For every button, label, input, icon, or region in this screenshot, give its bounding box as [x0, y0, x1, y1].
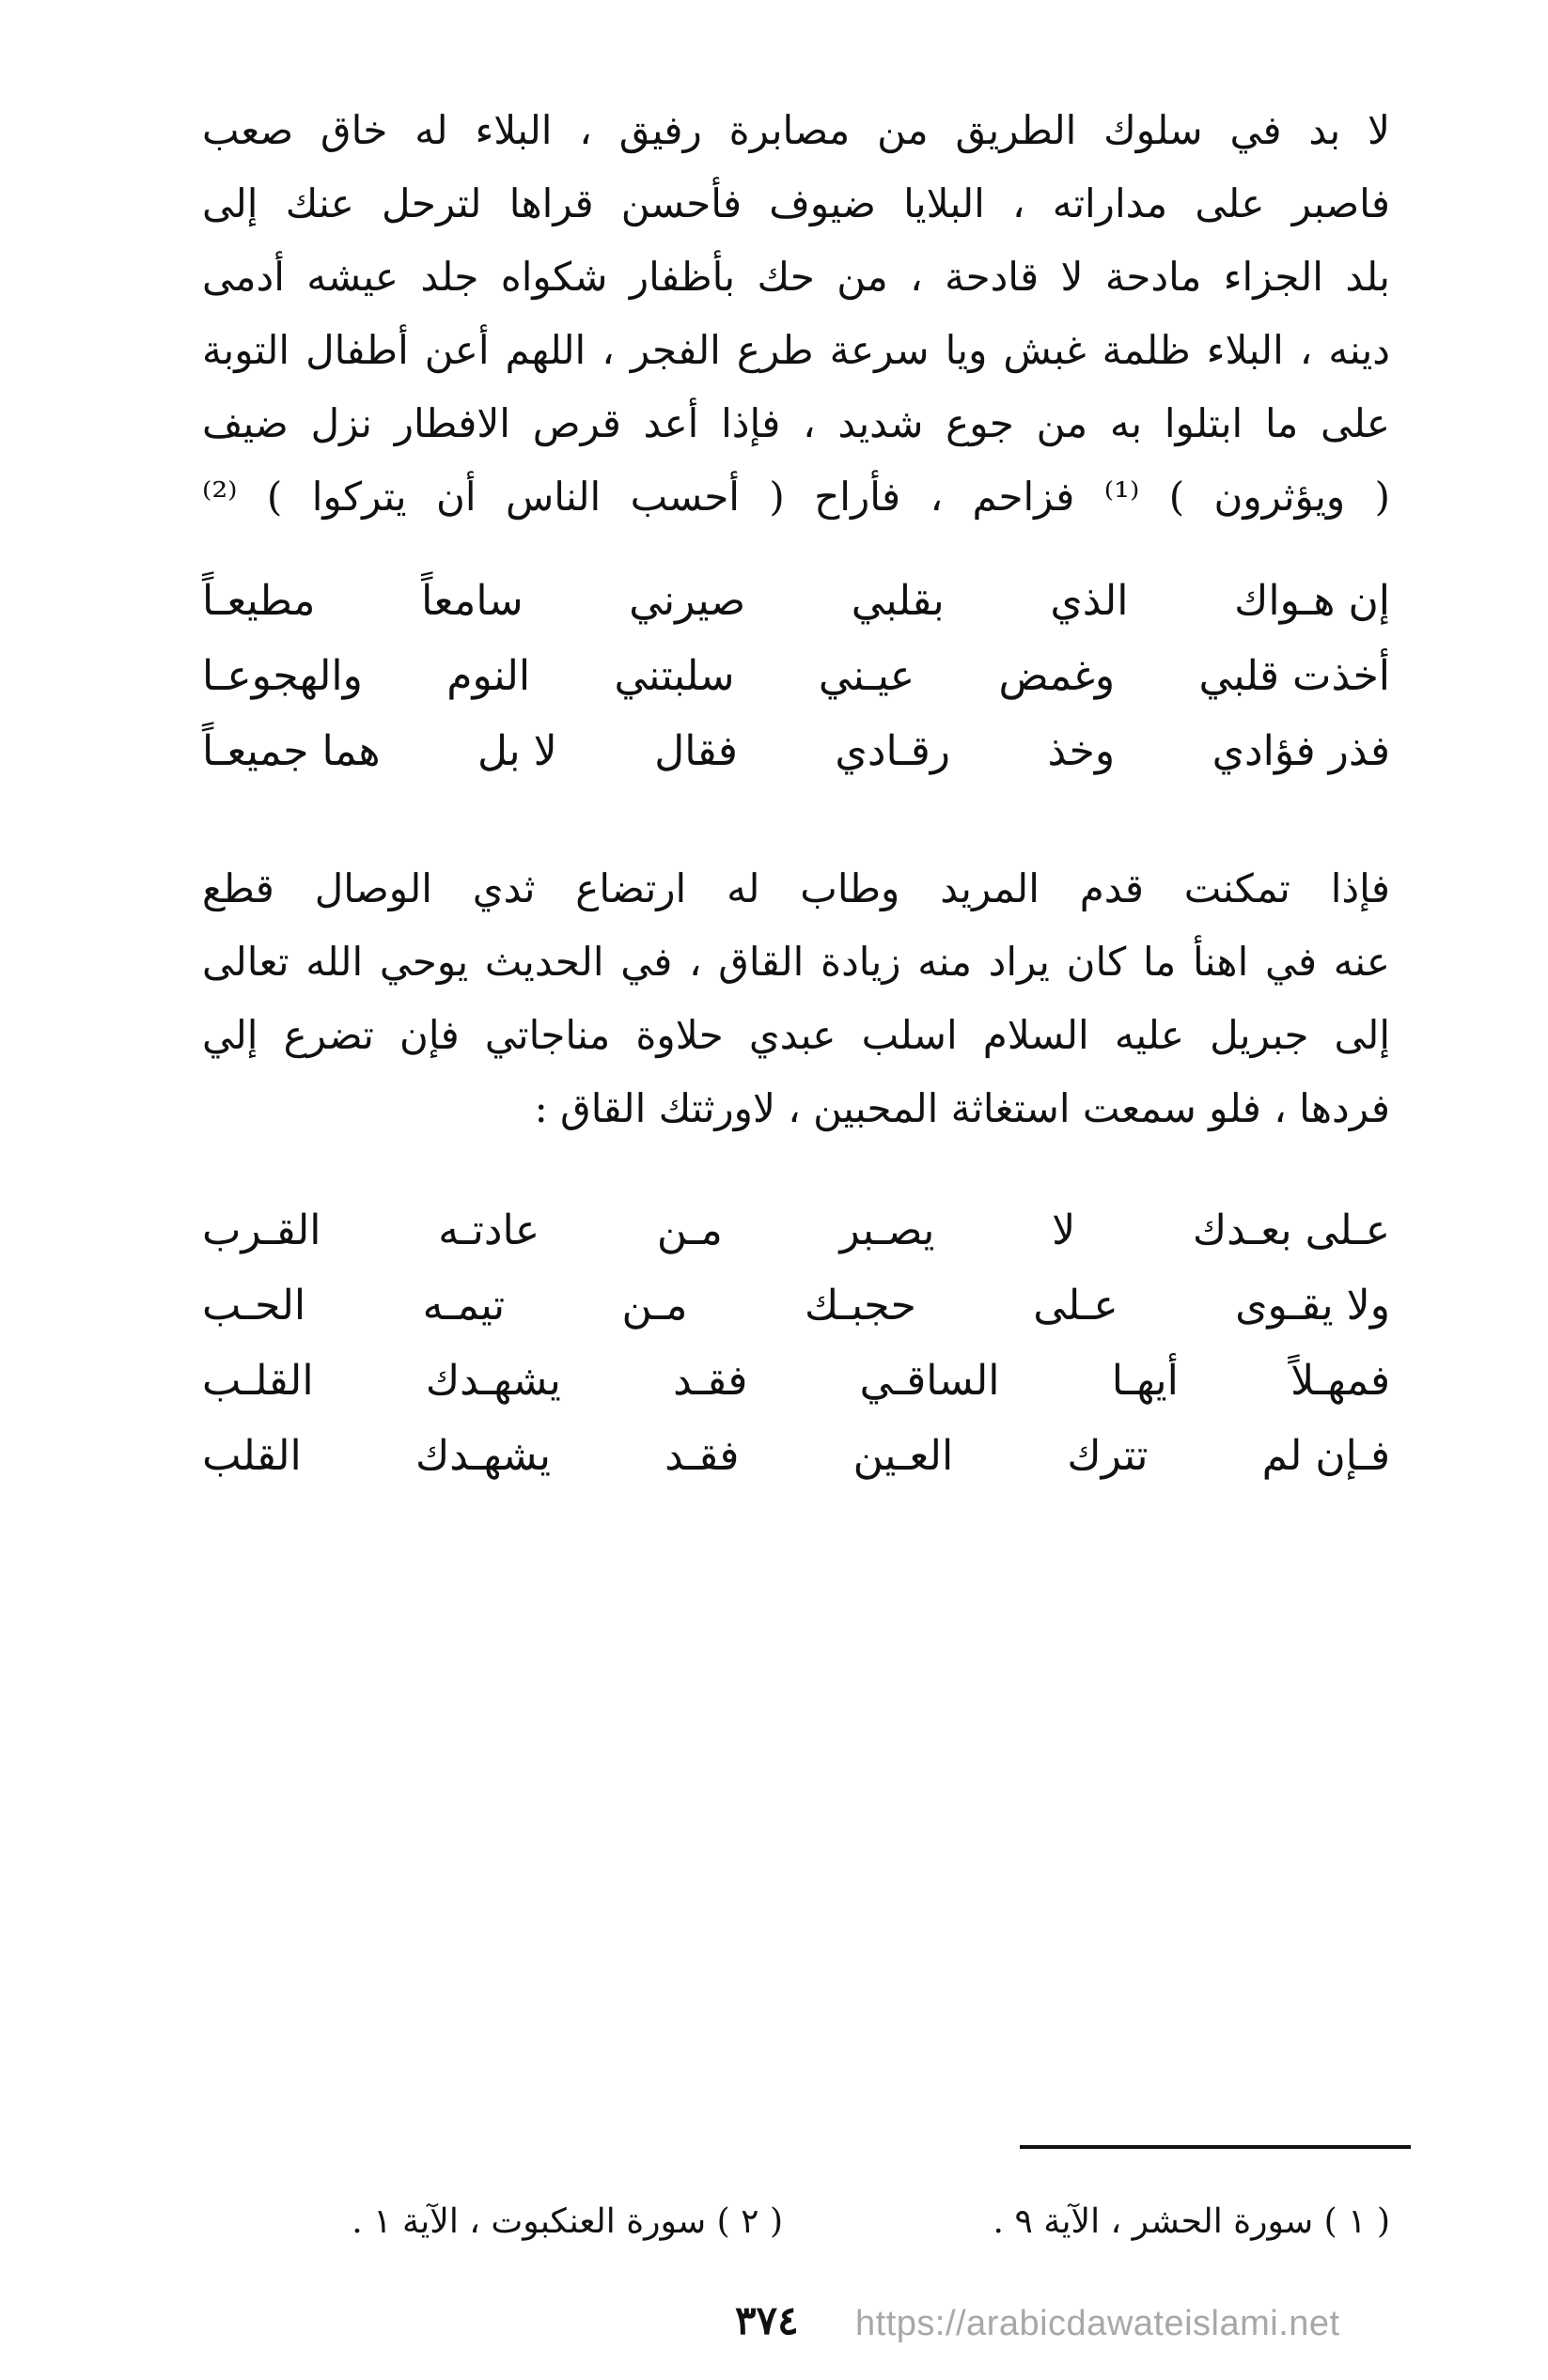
footnote-2: ( ٢ ) سورة العنكبوت ، الآية ١ .	[352, 2202, 783, 2241]
verse-word: والهجوعـا	[202, 652, 363, 700]
verse-word: أيهـا	[1111, 1357, 1179, 1405]
verse-word: القلب	[202, 1432, 302, 1480]
verse-word: سلبتني	[614, 652, 735, 700]
text-line: بلد الجزاء مادحة لا قادحة ، من حك بأظفار شكواه جلد عيشه أدمى	[202, 254, 1390, 300]
verse-word: الحـب	[202, 1282, 306, 1330]
verse-word: القلـب	[202, 1357, 314, 1405]
verse-word: ولا يقـوى	[1235, 1282, 1390, 1330]
poem-verse	[202, 564, 1390, 639]
poem-2	[202, 1193, 1390, 1494]
verse-word: يشهـدك	[414, 1432, 551, 1480]
verse-word: فقـد	[673, 1357, 748, 1405]
text-line: ( ويؤثرون ) ⁽¹⁾ فزاحم ، فأراح ( أحسب الناس أن يتركوا ) ⁽²⁾	[202, 474, 1390, 520]
verse-word: حجبـك	[804, 1282, 916, 1330]
verse-word: تترك	[1067, 1432, 1149, 1480]
verse-word: أخذت قلبي	[1198, 652, 1390, 700]
poem-verse	[202, 1344, 1390, 1419]
verse-word: الساقـي	[859, 1357, 1000, 1405]
text-line: فإذا تمكنت قدم المريد وطاب له ارتضاع ثدي الوصال قطع	[202, 865, 1390, 911]
verse-word: فـإن لم	[1261, 1432, 1390, 1480]
verse-word: القـرب	[202, 1206, 321, 1254]
text-line: لا بد في سلوك الطريق من مصابرة رفيق ، البلاء له خاق صعب	[202, 107, 1390, 153]
watermark-url: https://arabicdawateislami.net	[855, 2304, 1340, 2343]
verse-word: فذر فؤادي	[1212, 727, 1390, 775]
text-line: على ما ابتلوا به من جوع شديد ، فإذا أعد قرص الافطار نزل ضيف	[202, 400, 1390, 446]
verse-word: العـين	[852, 1432, 954, 1480]
verse-word: وخذ	[1047, 727, 1116, 775]
page-number: ٣٧٤	[735, 2297, 799, 2343]
text-line: فردها ، فلو سمعت استغاثة المحبين ، لاورثتك القاق :	[534, 1085, 1390, 1131]
verse-word: هما جميعـاً	[202, 727, 381, 775]
footnotes	[202, 2189, 1390, 2255]
verse-word: مـن	[656, 1206, 723, 1254]
verse-word: فمهـلاً	[1290, 1357, 1390, 1405]
verse-word: عـلى	[1033, 1282, 1118, 1330]
text-line: دينه ، البلاء ظلمة غبش ويا سرعة طرع الفجر ، اللهم أعن أطفال التوبة	[202, 327, 1390, 373]
footnote-1: ( ١ ) سورة الحشر ، الآية ٩ .	[993, 2202, 1390, 2241]
text-line: فاصبر على مداراته ، البلايا ضيوف فأحسن قراها لترحل عنك إلى	[202, 180, 1390, 226]
verse-word: لا بل	[477, 727, 557, 775]
verse-word: فقال	[654, 727, 738, 775]
paragraph-1	[202, 94, 1390, 534]
verse-word: عادتـه	[438, 1206, 540, 1254]
poem-verse	[202, 1193, 1390, 1268]
verse-word: لا	[1052, 1206, 1076, 1254]
verse-word: النوم	[446, 652, 531, 700]
verse-word: سامعاً	[421, 577, 524, 625]
verse-word: يصـبر	[839, 1206, 935, 1254]
verse-word: الذي	[1050, 577, 1129, 625]
poem-verse	[202, 714, 1390, 789]
poem-1	[202, 564, 1390, 789]
verse-word: عيـني	[818, 652, 915, 700]
poem-verse	[202, 1419, 1390, 1494]
paragraph-2	[202, 852, 1390, 1145]
text-line: إلى جبريل عليه السلام اسلب عبدي حلاوة مناجاتي فإن تضرع إلي	[202, 1012, 1390, 1058]
verse-word: تيمـه	[422, 1282, 506, 1330]
verse-word: رقـادي	[835, 727, 951, 775]
text-line: عنه في اهنأ ما كان يراد منه زيادة القاق ، في الحديث يوحي الله تعالى	[202, 939, 1390, 985]
verse-word: مـن	[621, 1282, 688, 1330]
poem-verse	[202, 639, 1390, 714]
verse-word: مطيعـاً	[202, 577, 316, 625]
footnote-divider	[1020, 2145, 1411, 2149]
verse-word: إن هـواك	[1234, 577, 1390, 625]
verse-word: وغمض	[998, 652, 1116, 700]
verse-word: عـلى بعـدك	[1192, 1206, 1390, 1254]
verse-word: صيرني	[629, 577, 746, 625]
verse-word: يشهـدك	[425, 1357, 561, 1405]
verse-word: فقـد	[665, 1432, 740, 1480]
poem-verse	[202, 1268, 1390, 1344]
verse-word: بقلبي	[851, 577, 945, 625]
